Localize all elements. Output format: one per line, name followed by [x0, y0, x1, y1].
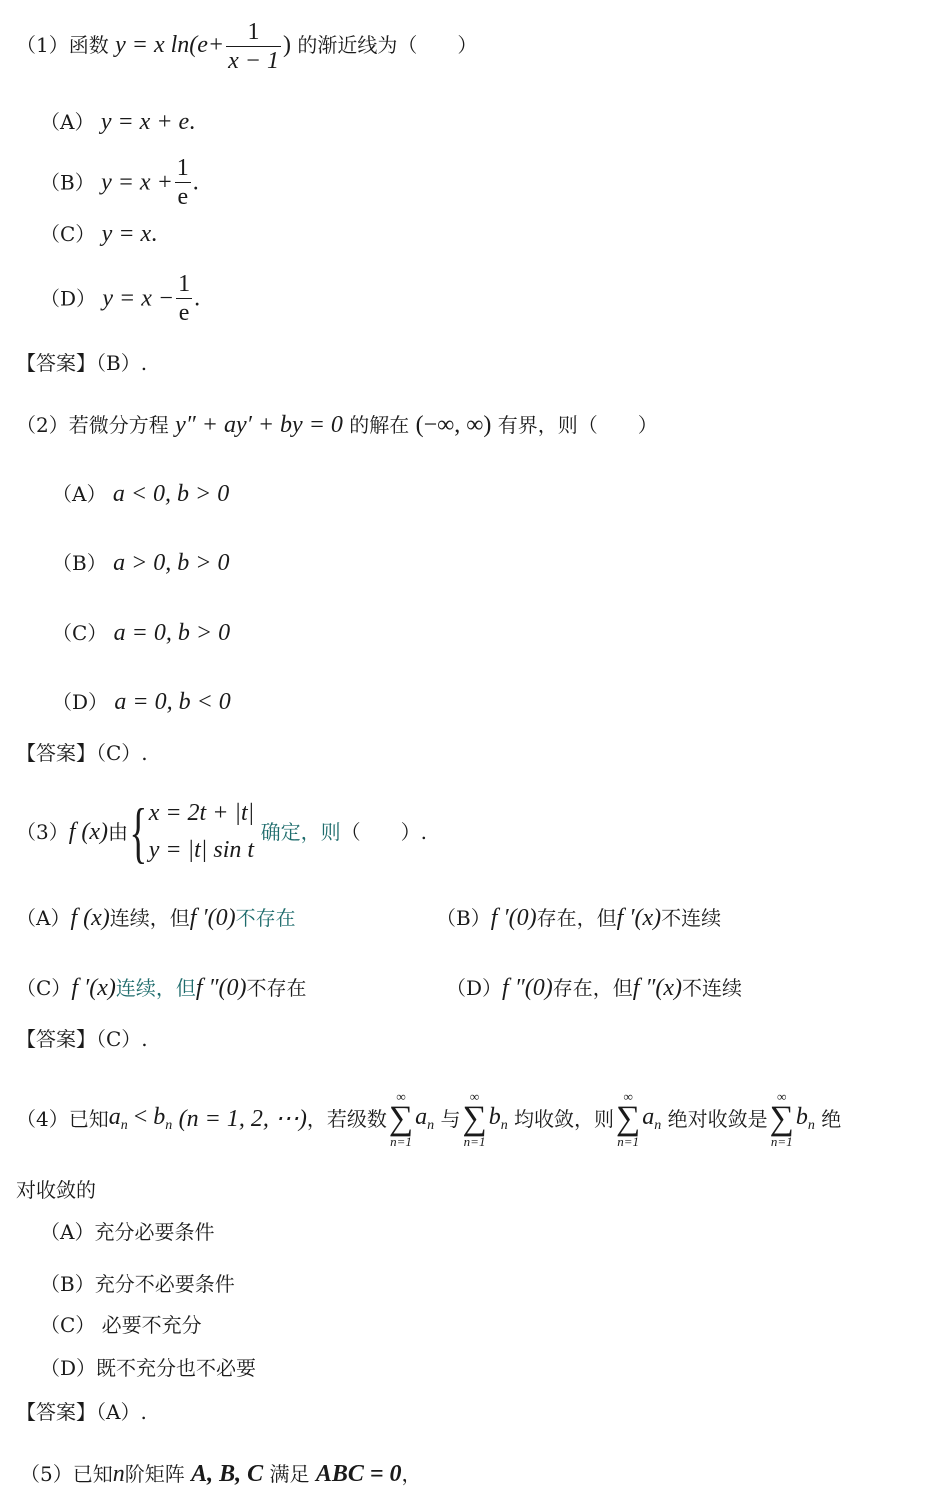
sum-b-abs: ∞ ∑ n=1 — [769, 1089, 794, 1150]
sum-a: ∞ ∑ n=1 — [388, 1089, 414, 1150]
q3-option-c[interactable]: （C）f ′(x)连续，但f ″(0)不存在 — [16, 975, 307, 1001]
q1-option-b[interactable]: （B） y = x + $\frac{1}{e}$ . — [40, 155, 199, 210]
q1-stem: （1）函数 y = x ln(e+ $\frac{1}{x - 1}$ ) 的渐近线为（ ） — [16, 19, 478, 74]
q1-option-d[interactable]: （D） y = x − $\frac{1}{e}$ . — [40, 271, 201, 326]
q1-answer: 【答案】（B）. — [16, 351, 148, 375]
q4-option-b[interactable]: （B）充分不必要条件 — [40, 1272, 235, 1296]
q3-option-b[interactable]: （B）f ′(0)存在，但f ′(x)不连续 — [436, 905, 722, 931]
q1-fraction: $\frac{1}{x - 1}$ — [228, 19, 279, 74]
q4-stem: （4）已知$a_n < b_n$ (n = 1, 2, ⋯)，若级数 ∞ ∑ n=1 $a_n$ 与 ∞ ∑ n=1 $b_n$ 均收敛，则 ∞ ∑ n=1 $a_n$ 绝对收敛是 ∞ ∑ n=1 $b_n$ 绝 — [16, 1089, 842, 1150]
q4-option-a[interactable]: （A）充分必要条件 — [40, 1220, 215, 1244]
q2-answer: 【答案】（C）. — [16, 741, 148, 765]
q3-answer: 【答案】（C）. — [16, 1027, 148, 1051]
q4-stem-continued: 对收敛的 — [16, 1178, 96, 1202]
q3-option-d[interactable]: （D）f ″(0)存在，但f ″(x)不连续 — [446, 975, 743, 1001]
q2-option-a[interactable]: （A） a < 0, b > 0 — [52, 481, 230, 507]
q1-option-c[interactable]: （C） y = x. — [40, 221, 158, 247]
q5-stem: （5）已知n阶矩阵 A, B, C 满足 ABC = 0， — [20, 1461, 422, 1487]
sum-b: ∞ ∑ n=1 — [462, 1089, 487, 1150]
q3-stem: （3）f (x)由{ x = 2t + |t| y = |t| sin t 确定，则（ ）. — [16, 794, 427, 871]
parametric-system: x = 2t + |t| y = |t| sin t — [148, 800, 255, 864]
q2-option-c[interactable]: （C） a = 0, b > 0 — [52, 620, 231, 646]
q2-stem: （2）若微分方程 y″ + ay′ + by = 0 的解在 (−∞, ∞) 有界，则（ ） — [16, 412, 658, 438]
q1-option-a[interactable]: （A） y = x + e. — [40, 109, 196, 135]
q2-option-b[interactable]: （B） a > 0, b > 0 — [52, 550, 230, 576]
left-brace: { — [129, 794, 148, 871]
q4-option-d[interactable]: （D）既不充分也不必要 — [40, 1356, 257, 1380]
q2-option-d[interactable]: （D） a = 0, b < 0 — [52, 689, 231, 715]
q4-option-c[interactable]: （C） 必要不充分 — [40, 1313, 202, 1337]
q3-option-a[interactable]: （A）f (x)连续，但f ′(0)不存在 — [16, 905, 296, 931]
q4-answer: 【答案】（A）. — [16, 1400, 147, 1424]
sum-a-abs: ∞ ∑ n=1 — [616, 1089, 641, 1150]
